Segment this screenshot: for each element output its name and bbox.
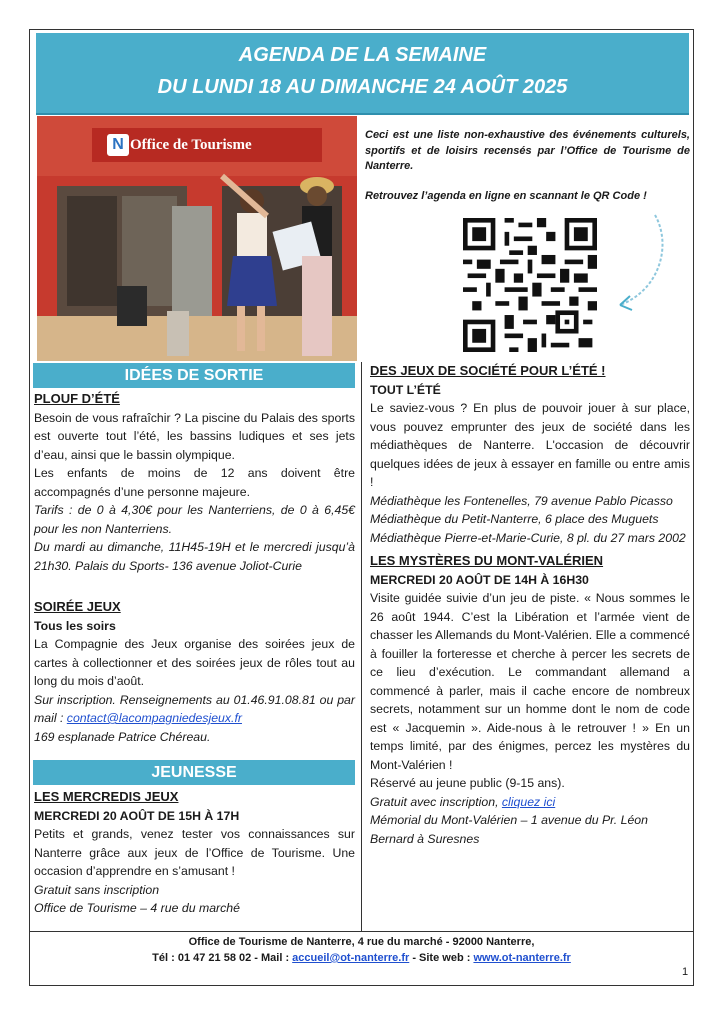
mercredis-gratuit: Gratuit sans inscription bbox=[34, 882, 160, 897]
intro-text bbox=[365, 128, 690, 204]
section-idees-de-sortie: IDÉES DE SORTIE bbox=[33, 363, 355, 388]
jeux-block bbox=[370, 362, 690, 547]
footer-divider bbox=[29, 931, 694, 932]
mysteres-text: Visite guidée suivie d’un jeu de piste. « Nous sommes le 26 août 1944. C’est la Libération et l’armée vient de chasser les Allemands du Mont-Valérien. Elle a commencé à fouiller la forteresse et cherche à percer les secrets de ce lieu d’exécution. Le commandant allemand a commencé à parler, mais il cache encore de nombreux secrets, notamment sur un homme dont le nom de code est « Jacquemin ». Aide-nous à le retrouver ! » En un temps limité, par des énigmes, percez les mystères du Mont-Valérien ! bbox=[370, 591, 690, 772]
mysteres-when: MERCREDI 20 AOÛT DE 14H À 16H30 bbox=[370, 572, 589, 587]
soiree-when: Tous les soirs bbox=[34, 618, 116, 633]
section-jeunesse: JEUNESSE bbox=[33, 760, 355, 785]
plouf-age-info: Les enfants de moins de 12 ans doivent être accompagnés d’une personne majeure. bbox=[34, 466, 355, 499]
jeux-text: Le saviez-vous ? En plus de pouvoir jouer à sur place, vous pouvez emprunter des jeux de société dans les médiathèques de Nanterre. L'occasion de découvrir quelques idées de jeux à essayer en famille ou entre amis ! bbox=[370, 401, 690, 489]
mercredis-title: LES MERCREDIS JEUX bbox=[34, 789, 179, 804]
footer bbox=[29, 934, 694, 966]
footer-tel: Tél : 01 47 21 58 02 - Mail : bbox=[152, 952, 293, 964]
mercredis-text: Petits et grands, venez tester vos connaissances sur Nanterre grâce aux jeux de l’Office de Tourisme. Une occasion d’apprendre en s’amusant ! bbox=[34, 827, 355, 878]
plouf-text: Besoin de vous rafraîchir ? La piscine du Palais des sports est ouverte tout l’été, les bassins ludiques et ses jets d’eau, ainsi que le bassin olympique. bbox=[34, 410, 355, 462]
mysteres-title: LES MYSTÈRES DU MONT-VALÉRIEN bbox=[370, 553, 604, 568]
soiree-email-link[interactable]: contact@lacompagniedesjeux.fr bbox=[66, 711, 242, 725]
footer-address: Office de Tourisme de Nanterre, 4 rue du marché - 92000 Nanterre, bbox=[188, 936, 535, 948]
header-banner bbox=[36, 33, 689, 113]
page-number: 1 bbox=[682, 966, 689, 978]
mysteres-public: Réservé au jeune public (9-15 ans). bbox=[370, 776, 565, 790]
footer-web-link[interactable]: www.ot-nanterre.fr bbox=[473, 952, 571, 964]
mysteres-gratuit-text: Gratuit avec inscription, bbox=[370, 794, 502, 809]
nanterre-logo-icon: N bbox=[107, 134, 129, 156]
soiree-inscription-text: Sur inscription. Renseignements au 01.46.91.08.81 ou par mail : bbox=[34, 692, 355, 725]
mysteres-register-link[interactable]: cliquez ici bbox=[501, 794, 556, 809]
footer-mail-link[interactable]: accueil@ot-nanterre.fr bbox=[292, 952, 410, 964]
mercredis-address: Office de Tourisme – 4 rue du marché bbox=[34, 901, 240, 915]
mediatheque-2: Médiathèque du Petit-Nanterre, 6 place des Muguets bbox=[370, 512, 659, 526]
office-photo bbox=[37, 116, 357, 361]
plouf-tarifs: Tarifs : de 0 à 4,30€ pour les Nanterriens, de 0 à 6,45€ pour les non Nanterriens. bbox=[34, 503, 355, 536]
footer-contact bbox=[29, 950, 694, 966]
column-divider bbox=[361, 362, 362, 932]
header-dates: DU LUNDI 18 AU DIMANCHE 24 AOÛT 2025 bbox=[157, 76, 568, 98]
jeux-when: TOUT L’ÉTÉ bbox=[370, 382, 441, 397]
qr-code[interactable] bbox=[463, 218, 597, 352]
soiree-title: SOIRÉE JEUX bbox=[34, 599, 121, 614]
mediatheque-1: Médiathèque les Fontenelles, 79 avenue Pablo Picasso bbox=[370, 493, 673, 508]
jeux-title: DES JEUX DE SOCIÉTÉ POUR L’ÉTÉ ! bbox=[370, 363, 606, 378]
office-sign: Office de Tourisme bbox=[92, 128, 322, 162]
plouf-horaires: Du mardi au dimanche, 11H45-19H et le mercredi jusqu’à 21h30. Palais du Sports- 136 avenue Joliot-Curie bbox=[34, 540, 355, 573]
intro-paragraph: Ceci est une liste non-exhaustive des événements culturels, sportifs et de loisirs recensés par l’Office de Tourisme de Nanterre. bbox=[365, 129, 690, 172]
plouf-title: PLOUF D’ÉTÉ bbox=[34, 391, 120, 406]
soiree-block bbox=[34, 598, 355, 746]
header-title: AGENDA DE LA SEMAINE bbox=[238, 44, 487, 66]
arrow-icon bbox=[600, 210, 670, 320]
mercredis-when: MERCREDI 20 AOÛT DE 15H À 17H bbox=[34, 808, 240, 823]
header-underline bbox=[36, 113, 689, 115]
soiree-address: 169 esplanade Patrice Chéreau. bbox=[34, 729, 211, 744]
footer-web-label: - Site web : bbox=[409, 952, 474, 964]
mysteres-address: Mémorial du Mont-Valérien – 1 avenue du Pr. Léon Bernard à Suresnes bbox=[370, 813, 648, 846]
mysteres-gratuit bbox=[370, 793, 690, 812]
mercredis-block bbox=[34, 788, 355, 918]
mediatheque-3: Médiathèque Pierre-et-Marie-Curie, 8 pl. du 27 mars 2002 bbox=[370, 530, 686, 545]
mysteres-block bbox=[370, 552, 690, 848]
qr-instruction: Retrouvez l’agenda en ligne en scannant le QR Code ! bbox=[365, 189, 647, 202]
soiree-inscription bbox=[34, 691, 355, 728]
soiree-text: La Compagnie des Jeux organise des soirées jeux de cartes à collectionner et des soirées jeux de rôles tout au long du mois d’août. bbox=[34, 637, 355, 688]
plouf-block bbox=[34, 390, 355, 575]
